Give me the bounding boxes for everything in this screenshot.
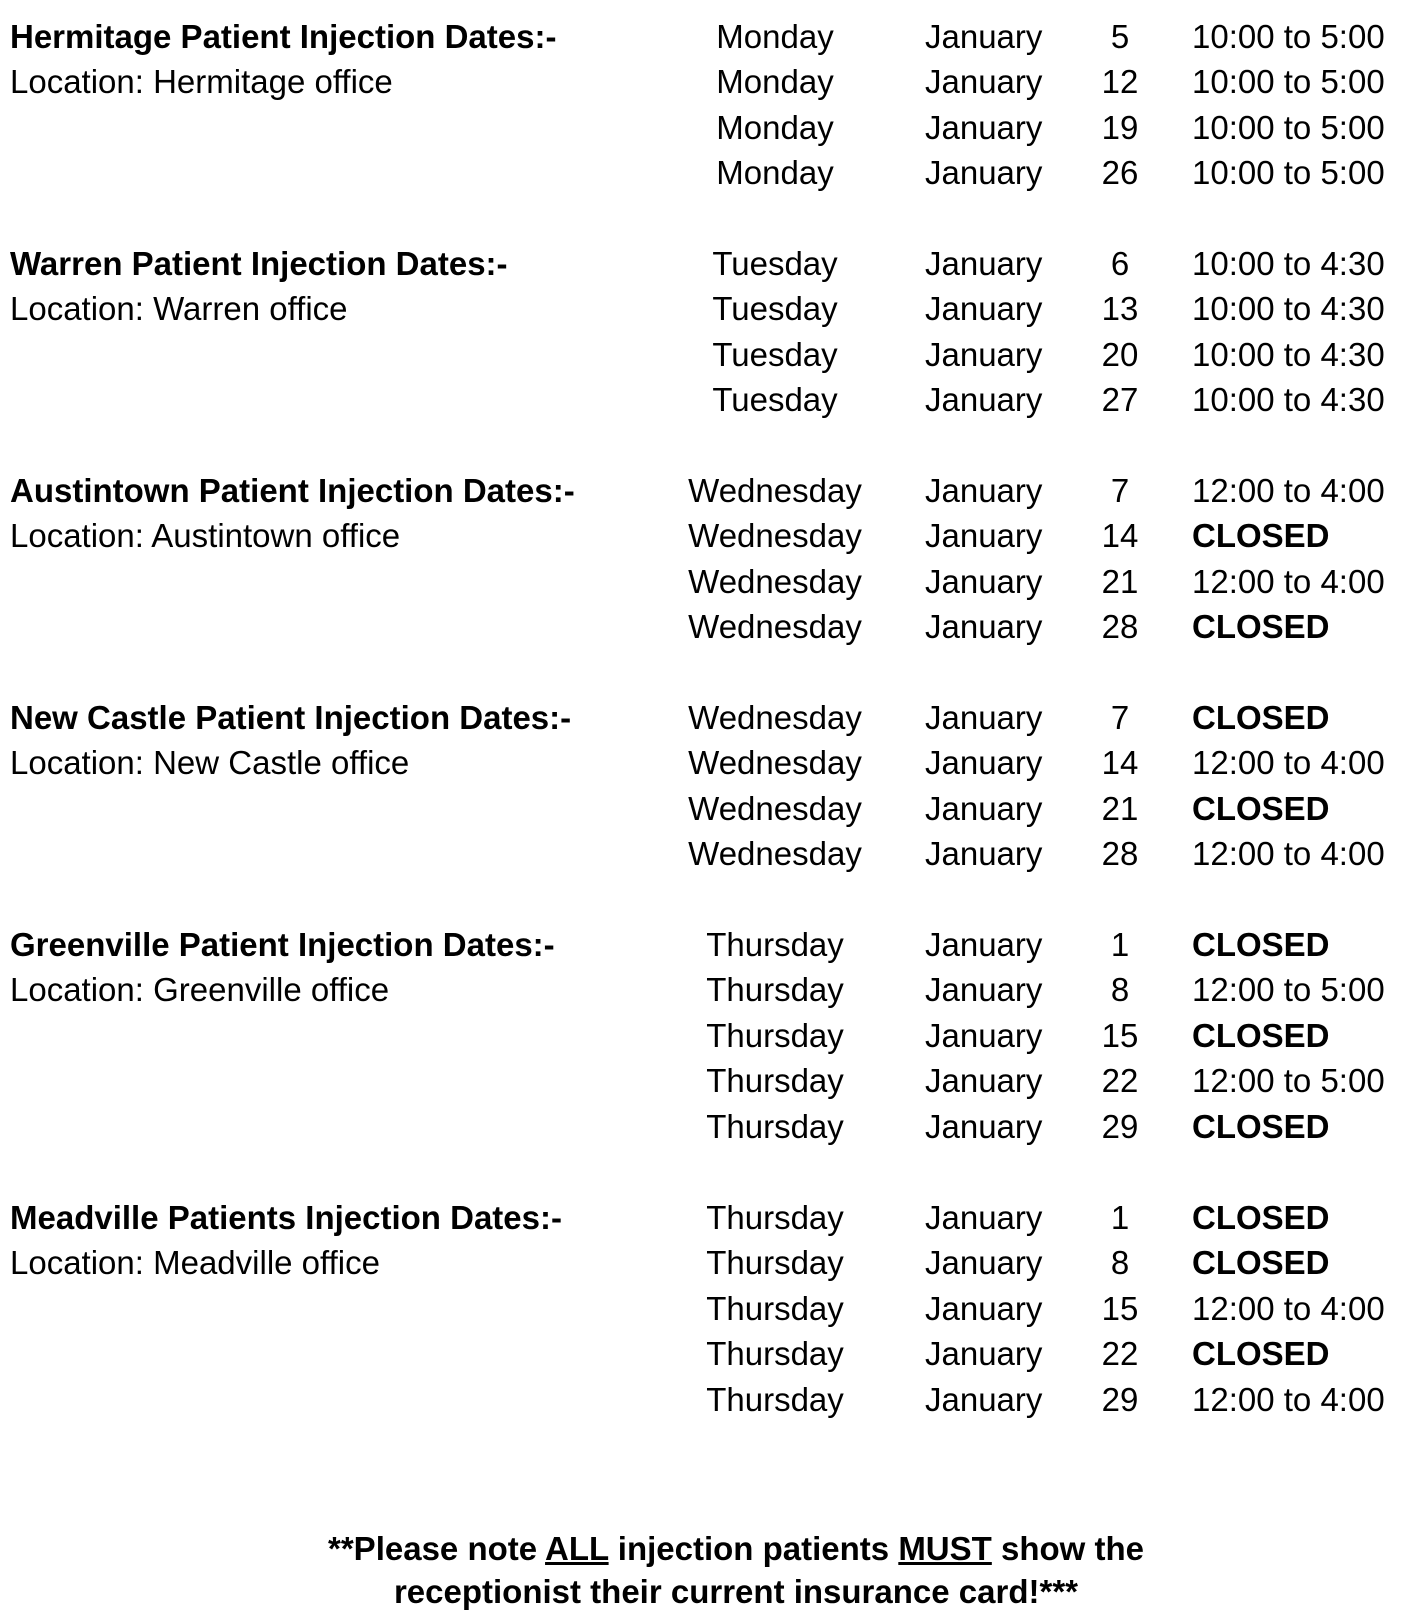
row-date: 8 xyxy=(1110,1244,1130,1282)
row-date: 7 xyxy=(1110,699,1130,736)
row-day: Wednesday xyxy=(688,562,862,600)
note-line2: receptionist their current insurance card!*** xyxy=(393,1573,1079,1610)
row-day: Tuesday xyxy=(712,381,838,419)
row-time: 10:00 to 4:30 xyxy=(1192,381,1385,419)
row-day: Wednesday xyxy=(688,699,862,736)
row-month: January xyxy=(925,245,1043,282)
row-time: 10:00 to 5:00 xyxy=(1192,63,1385,101)
row-date: 15 xyxy=(1101,1016,1139,1054)
row-month: January xyxy=(925,1199,1043,1236)
row-day: Monday xyxy=(716,108,834,146)
row-time: CLOSED xyxy=(1192,1244,1330,1282)
row-date: 14 xyxy=(1101,517,1139,555)
section-title: Austintown Patient Injection Dates:- xyxy=(10,472,575,509)
note-must: MUST xyxy=(898,1530,992,1567)
note-middle: injection patients xyxy=(608,1530,899,1567)
schedule-row xyxy=(0,1194,1406,1241)
row-day: Wednesday xyxy=(688,608,862,646)
row-date: 28 xyxy=(1101,608,1139,646)
row-date: 8 xyxy=(1110,971,1130,1009)
row-date: 29 xyxy=(1101,1107,1139,1145)
row-month: January xyxy=(925,1244,1043,1282)
section-location: Location: Hermitage office xyxy=(10,63,393,101)
row-day: Monday xyxy=(716,154,834,192)
schedule-row xyxy=(0,149,1406,196)
row-date: 28 xyxy=(1101,835,1139,873)
row-day: Tuesday xyxy=(712,245,838,282)
row-month: January xyxy=(925,154,1043,192)
row-month: January xyxy=(925,1016,1043,1054)
row-date: 29 xyxy=(1101,1380,1139,1418)
row-month: January xyxy=(925,108,1043,146)
row-time: 10:00 to 4:30 xyxy=(1192,290,1385,328)
row-time: 10:00 to 4:30 xyxy=(1192,245,1385,282)
row-month: January xyxy=(925,608,1043,646)
row-date: 13 xyxy=(1101,290,1139,328)
schedule-row xyxy=(0,240,1406,287)
row-month: January xyxy=(925,290,1043,328)
row-time: 12:00 to 4:00 xyxy=(1192,1289,1385,1327)
schedule-row xyxy=(0,1239,1406,1286)
row-time: 12:00 to 4:00 xyxy=(1192,1380,1385,1418)
row-time: 10:00 to 4:30 xyxy=(1192,335,1385,373)
row-time: CLOSED xyxy=(1192,1107,1330,1145)
row-time: 10:00 to 5:00 xyxy=(1192,154,1385,192)
row-time: 12:00 to 4:00 xyxy=(1192,562,1385,600)
section-title: Warren Patient Injection Dates:- xyxy=(10,245,508,282)
schedule-row xyxy=(0,694,1406,741)
insurance-note xyxy=(0,1527,1406,1613)
row-day: Wednesday xyxy=(688,835,862,873)
schedule-row xyxy=(0,1103,1406,1150)
schedule-row xyxy=(0,921,1406,968)
row-time: CLOSED xyxy=(1192,789,1330,827)
row-day: Thursday xyxy=(706,1380,844,1418)
row-time: 12:00 to 4:00 xyxy=(1192,744,1385,782)
row-time: CLOSED xyxy=(1192,1335,1330,1373)
section-title: Hermitage Patient Injection Dates:- xyxy=(10,18,557,55)
schedule-row xyxy=(0,58,1406,105)
row-date: 27 xyxy=(1101,381,1139,419)
row-month: January xyxy=(925,1289,1043,1327)
row-month: January xyxy=(925,335,1043,373)
row-day: Tuesday xyxy=(712,290,838,328)
row-month: January xyxy=(925,789,1043,827)
section-location: Location: Warren office xyxy=(10,290,348,328)
row-month: January xyxy=(925,472,1043,509)
row-month: January xyxy=(925,1335,1043,1373)
section-title: New Castle Patient Injection Dates:- xyxy=(10,699,572,736)
row-time: 12:00 to 4:00 xyxy=(1192,472,1385,509)
schedule-row xyxy=(0,285,1406,332)
row-day: Thursday xyxy=(706,971,844,1009)
schedule-row xyxy=(0,13,1406,60)
row-time: CLOSED xyxy=(1192,699,1330,736)
schedule-row xyxy=(0,376,1406,423)
schedule-row xyxy=(0,1057,1406,1104)
row-date: 19 xyxy=(1101,108,1139,146)
schedule-row xyxy=(0,830,1406,877)
row-date: 12 xyxy=(1101,63,1139,101)
schedule-row xyxy=(0,558,1406,605)
note-all: ALL xyxy=(545,1530,609,1567)
section-location: Location: Austintown office xyxy=(10,517,401,555)
row-date: 5 xyxy=(1110,18,1130,55)
schedule-row xyxy=(0,1376,1406,1423)
schedule-row xyxy=(0,331,1406,378)
row-date: 1 xyxy=(1110,926,1130,963)
row-month: January xyxy=(925,1107,1043,1145)
schedule-row xyxy=(0,785,1406,832)
row-date: 15 xyxy=(1101,1289,1139,1327)
row-time: CLOSED xyxy=(1192,1016,1330,1054)
row-time: 10:00 to 5:00 xyxy=(1192,18,1385,55)
row-time: CLOSED xyxy=(1192,517,1330,555)
row-month: January xyxy=(925,1380,1043,1418)
row-day: Thursday xyxy=(706,1107,844,1145)
row-day: Thursday xyxy=(706,926,844,963)
row-day: Wednesday xyxy=(688,789,862,827)
row-day: Monday xyxy=(716,18,834,55)
row-day: Thursday xyxy=(706,1062,844,1100)
row-time: 10:00 to 5:00 xyxy=(1192,108,1385,146)
row-time: CLOSED xyxy=(1192,1199,1330,1236)
section-title: Greenville Patient Injection Dates:- xyxy=(10,926,555,963)
schedule-row xyxy=(0,739,1406,786)
schedule-row xyxy=(0,603,1406,650)
row-date: 22 xyxy=(1101,1335,1139,1373)
section-location: Location: New Castle office xyxy=(10,744,410,782)
row-month: January xyxy=(925,381,1043,419)
section-title: Meadville Patients Injection Dates:- xyxy=(10,1199,562,1236)
row-date: 20 xyxy=(1101,335,1139,373)
row-month: January xyxy=(925,562,1043,600)
section-location: Location: Greenville office xyxy=(10,971,390,1009)
schedule-row xyxy=(0,512,1406,559)
schedule-row xyxy=(0,966,1406,1013)
row-date: 21 xyxy=(1101,789,1139,827)
row-time: CLOSED xyxy=(1192,608,1330,646)
row-date: 26 xyxy=(1101,154,1139,192)
row-day: Tuesday xyxy=(712,335,838,373)
row-month: January xyxy=(925,926,1043,963)
row-month: January xyxy=(925,744,1043,782)
row-day: Monday xyxy=(716,63,834,101)
row-month: January xyxy=(925,63,1043,101)
schedule-row xyxy=(0,1012,1406,1059)
schedule-row xyxy=(0,1285,1406,1332)
row-day: Wednesday xyxy=(688,517,862,555)
row-day: Thursday xyxy=(706,1289,844,1327)
row-date: 14 xyxy=(1101,744,1139,782)
schedule-row xyxy=(0,1330,1406,1377)
row-time: 12:00 to 5:00 xyxy=(1192,1062,1385,1100)
row-time: 12:00 to 4:00 xyxy=(1192,835,1385,873)
row-day: Thursday xyxy=(706,1016,844,1054)
schedule-row xyxy=(0,104,1406,151)
section-location: Location: Meadville office xyxy=(10,1244,380,1282)
row-month: January xyxy=(925,18,1043,55)
schedule-row xyxy=(0,467,1406,514)
row-date: 1 xyxy=(1110,1199,1130,1236)
row-month: January xyxy=(925,699,1043,736)
row-date: 7 xyxy=(1110,472,1130,509)
row-month: January xyxy=(925,517,1043,555)
row-month: January xyxy=(925,1062,1043,1100)
row-month: January xyxy=(925,835,1043,873)
row-month: January xyxy=(925,971,1043,1009)
row-time: 12:00 to 5:00 xyxy=(1192,971,1385,1009)
row-day: Wednesday xyxy=(688,744,862,782)
note-prefix: **Please note xyxy=(328,1530,546,1567)
row-date: 22 xyxy=(1101,1062,1139,1100)
row-day: Thursday xyxy=(706,1199,844,1236)
row-time: CLOSED xyxy=(1192,926,1330,963)
row-date: 21 xyxy=(1101,562,1139,600)
row-day: Thursday xyxy=(706,1335,844,1373)
row-date: 6 xyxy=(1110,245,1130,282)
row-day: Wednesday xyxy=(688,472,862,509)
note-line1-end: show the xyxy=(991,1530,1144,1567)
row-day: Thursday xyxy=(706,1244,844,1282)
